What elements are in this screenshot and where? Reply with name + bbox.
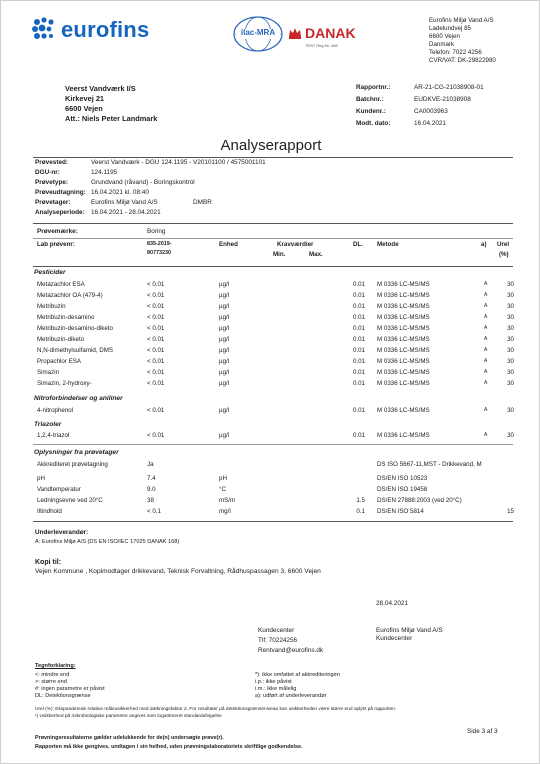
section-title: Oplysninger fra prøvetager [34, 449, 119, 456]
cell-sub: A [484, 347, 488, 353]
signature-line: Kundecenter [376, 635, 413, 642]
cell-unit: µg/l [219, 292, 230, 299]
table-row [37, 430, 515, 441]
cell-sub: A [484, 336, 488, 342]
cell-sub: A [484, 325, 488, 331]
cell-dl: 0.01 [352, 281, 365, 288]
table-row [37, 459, 515, 470]
cell-unit: µg/l [219, 314, 230, 321]
cell-value: < 0.01 [147, 369, 165, 376]
cell-value: < 0.01 [147, 281, 165, 288]
cell-urel: 30 [507, 292, 514, 299]
legend-right [255, 672, 340, 700]
recipient-line: Att.: Niels Peter Landmark [65, 114, 158, 123]
cell-unit: µg/l [219, 325, 230, 332]
cell-method: DS/EN ISO 10523 [377, 475, 428, 482]
cell-param: Akkrediteret prøvetagning [37, 461, 108, 468]
cell-method: M 0336 LC-MS/MS [377, 325, 430, 332]
cell-sub: A [484, 314, 488, 320]
recipient-line: Veerst Vandværk I/S [65, 84, 136, 93]
cell-dl: 0.01 [352, 347, 365, 354]
dgu-number: 124.1195 [91, 169, 118, 176]
cell-urel: 30 [507, 380, 514, 387]
cell-dl: 0.1 [356, 508, 365, 515]
cell-dl: 0.01 [352, 325, 365, 332]
legend-item: DL: Detektionsgrænse [35, 693, 91, 699]
header-labnr-2: 80773230 [147, 250, 171, 256]
recipient-line: 6600 Vejen [65, 104, 103, 113]
danak-label: DANAK [305, 25, 356, 41]
header-method: Metode [377, 241, 399, 248]
cell-method: M 0336 LC-MS/MS [377, 314, 430, 321]
legend-item: >: større end [35, 679, 67, 685]
report-number: AR-21-CG-21038908-01 [414, 84, 484, 91]
cell-unit: µg/l [219, 336, 230, 343]
cell-param: Metazachlor ESA [37, 281, 85, 288]
cell-urel: 30 [507, 325, 514, 332]
cell-urel: 30 [507, 336, 514, 343]
table-header [37, 241, 515, 265]
cell-method: M 0336 LC-MS/MS [377, 281, 430, 288]
table-row [37, 473, 515, 484]
cell-unit: µg/l [219, 347, 230, 354]
crown-icon [287, 25, 303, 41]
legend-item: <: mindre end [35, 672, 70, 678]
header-a: a) [481, 241, 487, 248]
header-labnr-1: 835-2019- [147, 241, 172, 247]
table-row [37, 367, 515, 378]
cell-dl: 0.01 [352, 380, 365, 387]
sample-label: Prøveudtagning: [35, 189, 86, 196]
cell-method: M 0336 LC-MS/MS [377, 407, 430, 414]
section-title: Pesticider [34, 269, 66, 276]
legend-left [35, 672, 105, 700]
recipient-address [65, 84, 157, 124]
cell-dl: 0.01 [352, 292, 365, 299]
cell-method: M 0336 LC-MS/MS [377, 303, 430, 310]
sender-line: Telefon: 7022 4256 [429, 49, 482, 56]
header-lab: Lab prøvenr: [37, 241, 75, 248]
section-title: Triazoler [34, 421, 62, 428]
signature-right [376, 627, 443, 643]
legend-item: i.p.: ikke påvist [255, 679, 292, 685]
cell-method: M 0336 LC-MS/MS [377, 358, 430, 365]
danak-badge [287, 23, 367, 53]
divider [33, 223, 513, 224]
table-row [37, 290, 515, 301]
legend-item: a): udført af underleverandør [255, 693, 327, 699]
subcontractor-text: A: Eurofins Miljø A/S (DS EN ISO/IEC 17025 DANAK 168) [35, 539, 180, 545]
cell-method: M 0336 LC-MS/MS [377, 380, 430, 387]
table-row [37, 323, 515, 334]
cell-dl: 0.01 [352, 407, 365, 414]
table-row [37, 506, 515, 517]
meta-label: Rapportnr.: [356, 84, 391, 91]
sample-label: DGU-nr: [35, 169, 60, 176]
signature-left [258, 627, 323, 655]
cell-urel: 30 [507, 358, 514, 365]
cell-value: 7.4 [147, 475, 156, 482]
cell-param: 1,2,4-triazol [37, 432, 70, 439]
cell-urel: 30 [507, 314, 514, 321]
cell-sub: A [484, 292, 488, 298]
copy-title: Kopi til: [35, 559, 62, 566]
table-row [37, 345, 515, 356]
recipient-line: Kirkevej 21 [65, 94, 105, 103]
cell-param: Simazin, 2-hydroxy- [37, 380, 92, 387]
cell-value: 38 [147, 497, 154, 504]
cell-dl: 0.01 [352, 336, 365, 343]
page-number: Side 3 af 3 [467, 728, 498, 735]
cell-param: Propachlor ESA [37, 358, 82, 365]
cell-param: Simazin [37, 369, 60, 376]
analysis-period: 16.04.2021 - 28.04.2021 [91, 209, 161, 216]
cell-dl: 0.01 [352, 314, 365, 321]
support-email[interactable]: Rentvand@eurofins.dk [258, 647, 324, 654]
table-row [37, 279, 515, 290]
copy-text: Vejen Kommune , Kopimodtager drikkevand, Teknisk Forvaltning, Rådhuspassagen 3, 6600 Vejen [35, 568, 321, 575]
sample-label: Prøvested: [35, 159, 69, 166]
cell-sub: A [484, 432, 488, 438]
meta-label: Batchnr.: [356, 96, 384, 103]
cell-unit: µg/l [219, 380, 230, 387]
cell-unit: µg/l [219, 281, 230, 288]
cell-param: Metribuzin-diketo [37, 336, 85, 343]
table-row [37, 312, 515, 323]
header-min: Min. [273, 251, 286, 258]
header-unit: Enhed [219, 241, 238, 248]
cell-method: DS/EN ISO 19458 [377, 486, 428, 493]
cell-urel: 30 [507, 303, 514, 310]
cell-unit: pH [219, 475, 227, 482]
cell-dl: 0.01 [352, 303, 365, 310]
divider [33, 521, 513, 522]
header-dl: DL. [353, 241, 363, 248]
sender-line: Ladelundvej 85 [429, 25, 471, 32]
cell-method: DS/EN 27888:2003 (ved 20°C) [377, 497, 462, 504]
cell-value: < 0.01 [147, 336, 165, 343]
header-krav: Kravværdier [277, 241, 314, 248]
sampler-code: DMBR [193, 199, 212, 206]
cell-urel: 30 [507, 432, 514, 439]
cell-param: Metribuzin-desamino-diketo [37, 325, 114, 332]
legend-note: ¹) Usikkerhed på mikrobiologiske parametre angives som logaritmeret standardafvigelse [35, 713, 222, 719]
section-title: Nitroforbindelser og aniliner [34, 395, 123, 402]
cell-method: M 0336 LC-MS/MS [377, 292, 430, 299]
header-max: Max. [309, 251, 323, 258]
cell-urel: 30 [507, 347, 514, 354]
sender-line: CVR/VAT: DK-29822980 [429, 57, 496, 64]
legend-title: Tegnforklaring: [35, 663, 76, 669]
cell-param: Iltindhold [37, 508, 62, 515]
footer-line: Rapporten må ikke gengives, undtagen i sin helhed, uden prøvningslaboratoriets skriftlige godkendelse. [35, 744, 303, 750]
sender-address [429, 17, 496, 65]
table-row [37, 484, 515, 495]
sampling-time: 16.04.2021 kl. 08:40 [91, 189, 149, 196]
divider [33, 266, 513, 267]
divider [33, 444, 513, 445]
footer-line: Prøvningsresultaterne gælder udelukkende for de(n) undersøgte prøve(r). [35, 735, 224, 741]
cell-unit: °C [219, 486, 226, 493]
eurofins-wordmark: eurofins [61, 17, 150, 42]
meta-label: Kundenr.: [356, 108, 386, 115]
ilac-mra-label: ilac-MRA [240, 28, 276, 37]
cell-urel: 30 [507, 369, 514, 376]
sender-line: Eurofins Miljø Vand A/S [429, 17, 494, 24]
cell-sub: A [484, 380, 488, 386]
cell-method: M 0336 LC-MS/MS [377, 336, 430, 343]
legend-note: Urel (%): Ekspanderede relative måleusikkerhed med dækningsfaktor 2. For resultater på detektionsgrænseniveau kan usikkerheden være større end oplyst på rapporten. [35, 707, 397, 712]
legend-item: i.m.: ikke målelig [255, 686, 297, 692]
legend-notes [35, 707, 515, 720]
cell-value: < 0.01 [147, 358, 165, 365]
cell-method: M 0336 LC-MS/MS [377, 369, 430, 376]
footer [35, 734, 303, 752]
cell-param: 4-nitrophenol [37, 407, 74, 414]
sample-type: Grundvand (råvand) - Boringskontrol [91, 179, 195, 186]
table-row [37, 495, 515, 506]
customer-number: CA0003963 [414, 108, 448, 115]
cell-unit: µg/l [219, 407, 230, 414]
cell-param: Ledningsevne ved 20°C [37, 497, 103, 504]
cell-dl: 1.5 [356, 497, 365, 504]
cell-dl: 0.01 [352, 358, 365, 365]
cell-value: < 0.01 [147, 407, 165, 414]
cell-sub: A [484, 281, 488, 287]
cell-sub: A [484, 407, 488, 413]
sampler: Eurofins Miljø Vand A/S [91, 199, 158, 206]
sender-line: Danmark [429, 41, 455, 48]
cell-urel: 15 [507, 508, 514, 515]
report-title: Analyserapport [220, 137, 322, 154]
cell-unit: µg/l [219, 369, 230, 376]
cell-unit: µg/l [219, 432, 230, 439]
cell-value: < 0.01 [147, 380, 165, 387]
cell-value: Ja [147, 461, 154, 468]
cell-value: < 0.01 [147, 347, 165, 354]
cell-dl: 0.01 [352, 369, 365, 376]
table-row [37, 405, 515, 416]
ilac-mra-badge [232, 15, 284, 53]
received-date: 16.04.2021 [414, 120, 446, 127]
cell-value: 9.0 [147, 486, 156, 493]
sample-label: Prøvetype: [35, 179, 69, 186]
cell-sub: A [484, 303, 488, 309]
cell-value: < 0.01 [147, 303, 165, 310]
cell-sub: A [484, 358, 488, 364]
sample-mark-label: Prøvemærke: [37, 228, 78, 235]
subcontractor-title: Underleverandør: [35, 529, 89, 536]
cell-value: < 0.01 [147, 292, 165, 299]
cell-unit: µg/l [219, 303, 230, 310]
sample-label: Analyseperiode: [35, 209, 85, 216]
sample-location: Veerst Vandværk - DGU 124.1195 - V20101100 / 4575001101 [91, 159, 266, 166]
cell-urel: 30 [507, 281, 514, 288]
eurofins-dots-icon [31, 17, 57, 43]
eurofins-logo [31, 15, 161, 45]
sample-info [35, 159, 515, 221]
table-row [37, 356, 515, 367]
cell-method: M 0336 LC-MS/MS [377, 432, 430, 439]
cell-urel: 30 [507, 407, 514, 414]
cell-value: < 0.01 [147, 432, 165, 439]
cell-value: < 0.1 [147, 508, 161, 515]
divider [33, 157, 513, 158]
cell-unit: mS/m [219, 497, 236, 504]
cell-param: Vandtemperatur [37, 486, 81, 493]
divider [33, 238, 513, 239]
legend-item: #: ingen parametre er påvist [35, 686, 105, 692]
cell-param: pH [37, 475, 45, 482]
legend-item: *): ikke omfattet af akkrediteringen [255, 672, 340, 678]
table-row [37, 301, 515, 312]
cell-param: Metribuzin [37, 303, 66, 310]
cell-param: Metazachlor OA (479-4) [37, 292, 103, 299]
cell-method: DS/EN ISO 5814 [377, 508, 424, 515]
cell-value: < 0.01 [147, 314, 165, 321]
cell-unit: mg/l [219, 508, 231, 515]
table-row [37, 378, 515, 389]
cell-dl: 0.01 [352, 432, 365, 439]
table-row [37, 334, 515, 345]
sample-mark-value: Boring [147, 228, 166, 235]
header-urel: Urel [497, 241, 510, 248]
signature-line: Tlf: 70224256 [258, 637, 298, 644]
cell-method: DS ISO 5667-11,MST - Drikkevand, M [377, 461, 482, 468]
header-pct: (%) [499, 251, 509, 258]
cell-sub: A [484, 369, 488, 375]
meta-label: Modt. dato: [356, 120, 391, 127]
danak-regnr: TEST Reg.Nr. 168 [305, 43, 338, 48]
signature-date: 28.04.2021 [376, 600, 408, 607]
cell-unit: µg/l [219, 358, 230, 365]
cell-value: < 0.01 [147, 325, 165, 332]
cell-method: M 0336 LC-MS/MS [377, 347, 430, 354]
signature-line: Eurofins Miljø Vand A/S [376, 627, 443, 634]
signature-line: Kundecenter [258, 627, 295, 634]
sample-label: Prøvetager: [35, 199, 71, 206]
cell-param: N,N-dimethylsulfamid, DMS [37, 347, 113, 354]
batch-number: EUDKVE-21038908 [414, 96, 471, 103]
cell-param: Metribuzin-desamino [37, 314, 95, 321]
sender-line: 6600 Vejen [429, 33, 460, 40]
